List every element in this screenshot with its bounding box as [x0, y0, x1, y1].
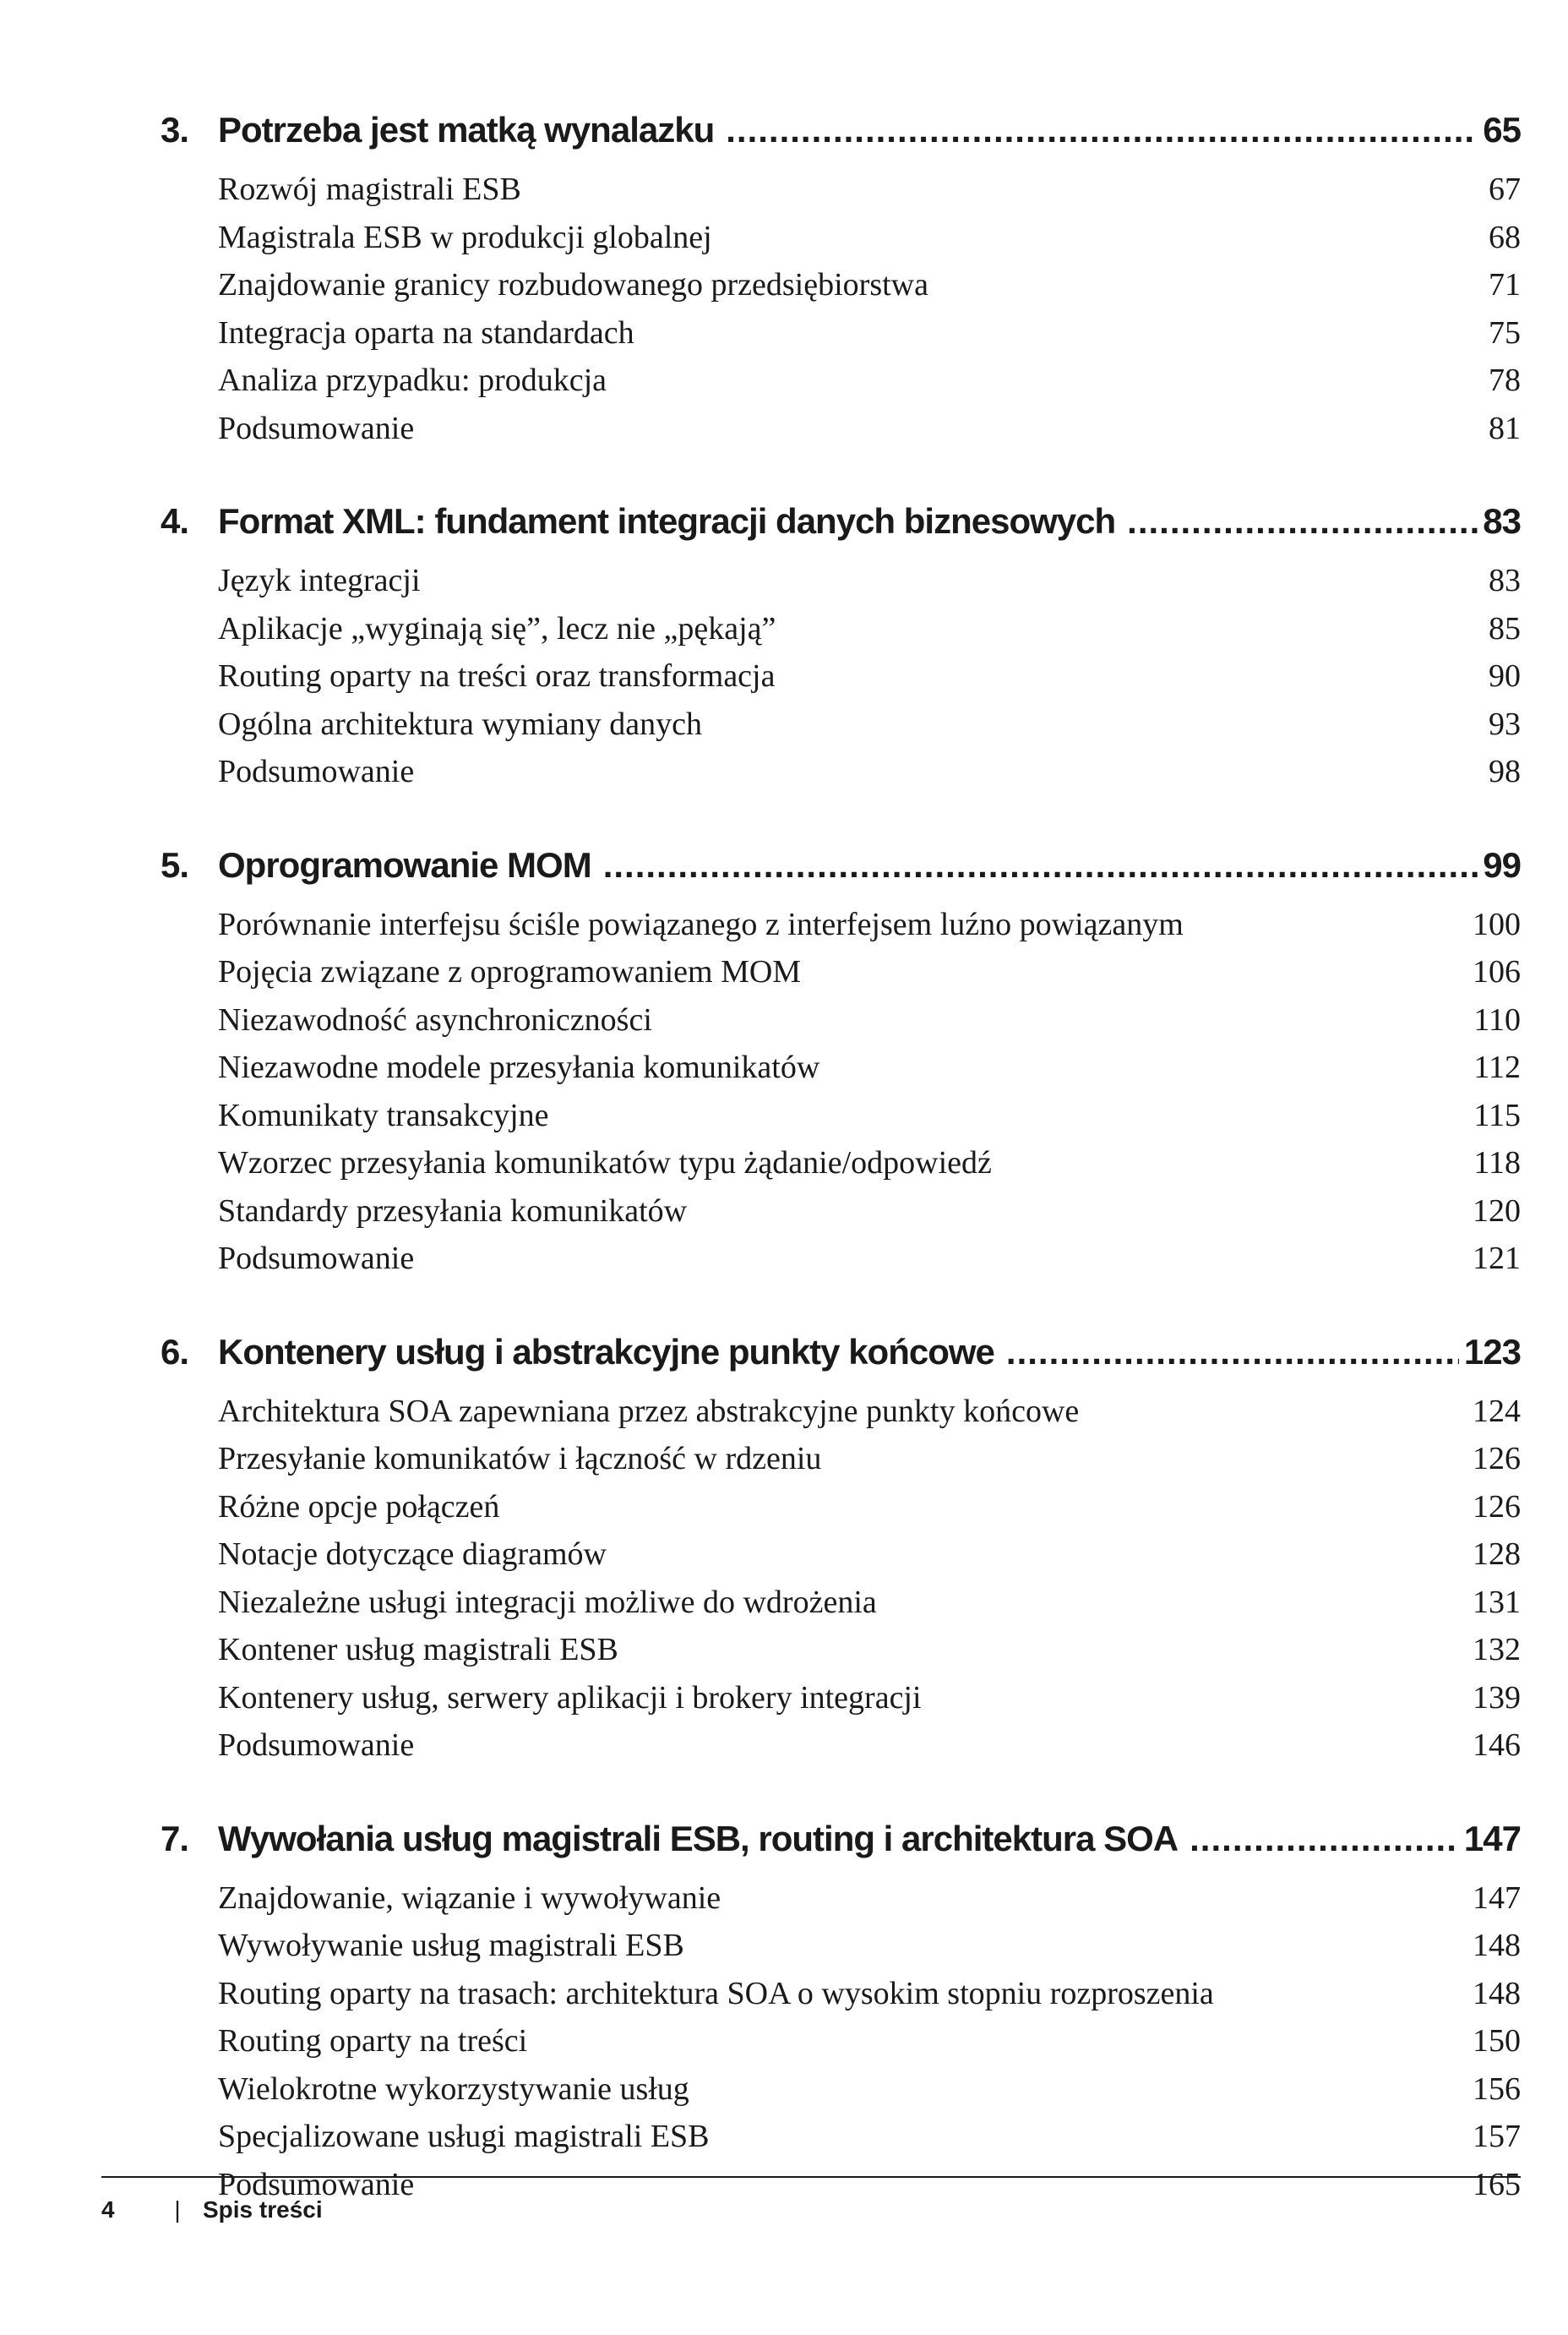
entry-title: Routing oparty na treści: [218, 2023, 528, 2059]
toc-entry: [161, 2022, 1521, 2070]
chapter-title: Potrzeba jest matką wynalazku: [218, 110, 715, 150]
entry-page-number: 126: [1473, 1441, 1521, 1476]
entry-title: Podsumowanie: [218, 2166, 415, 2202]
entry-page-number: 67: [1489, 172, 1521, 207]
entry-title: Aplikacje „wyginają się”, lecz nie „pękają”: [218, 610, 776, 646]
entry-title: Routing oparty na trasach: architektura SOA o wysokim stopniu rozproszenia: [218, 1975, 1214, 2011]
chapter-3: [161, 110, 1521, 457]
entry-page-number: 148: [1473, 1975, 1521, 2011]
entry-title: Integracja oparta na standardach: [218, 314, 634, 351]
toc-entry: [161, 1536, 1521, 1584]
entry-title: Analiza przypadku: produkcja: [218, 363, 607, 398]
entry-title: Podsumowanie: [218, 1727, 415, 1763]
dot-leader: [1127, 501, 1478, 542]
page-footer: [101, 2176, 1521, 2223]
entry-title: Architektura SOA zapewniana przez abstrakcyjne punkty końcowe: [218, 1393, 1080, 1429]
toc-entry: [161, 266, 1521, 314]
chapter-heading: [161, 110, 1521, 171]
entry-title: Wzorzec przesyłania komunikatów typu żądanie/odpowiedź: [218, 1145, 992, 1181]
chapter-5: [161, 845, 1521, 1288]
toc-entry: [161, 1049, 1521, 1097]
chapter-6: [161, 1332, 1521, 1775]
entry-title: Język integracji: [218, 563, 421, 598]
toc-entry: [161, 410, 1521, 458]
chapter-heading: [161, 1819, 1521, 1879]
entry-page-number: 81: [1489, 410, 1521, 446]
entry-page-number: 85: [1489, 610, 1521, 646]
entry-title: Standardy przesyłania komunikatów: [218, 1192, 688, 1229]
entry-page-number: 100: [1473, 906, 1521, 942]
entry-page-number: 157: [1473, 2119, 1521, 2154]
entry-title: Różne opcje połączeń: [218, 1488, 500, 1525]
entry-title: Niezawodność asynchroniczności: [218, 1001, 652, 1038]
footer-section-title: Spis treści: [203, 2196, 323, 2223]
toc-entry: [161, 1192, 1521, 1241]
toc-entry: [161, 753, 1521, 801]
entry-title: Komunikaty transakcyjne: [218, 1097, 549, 1133]
toc-entry: [161, 1097, 1521, 1145]
chapter-number: 4.: [161, 501, 189, 541]
toc-entry: [161, 1679, 1521, 1727]
chapter-title: Format XML: fundament integracji danych biznesowych: [218, 501, 1116, 541]
table-of-contents: [161, 110, 1521, 2257]
chapter-heading: [161, 1332, 1521, 1393]
toc-entry: [161, 1144, 1521, 1192]
entry-title: Kontenery usług, serwery aplikacji i brokery integracji: [218, 1679, 922, 1716]
chapter-title: Wywołania usług magistrali ESB, routing i architektura SOA: [218, 1818, 1179, 1858]
toc-entry: [161, 362, 1521, 410]
entry-page-number: 112: [1473, 1050, 1521, 1085]
entry-page-number: 147: [1473, 1879, 1521, 1916]
chapter-title: Oprogramowanie MOM: [218, 844, 591, 885]
entry-title: Wywoływanie usług magistrali ESB: [218, 1928, 684, 1963]
dot-leader: [726, 110, 1478, 150]
chapter-4: [161, 501, 1521, 801]
chapter-number: 6.: [161, 1331, 189, 1372]
chapter-number: 3.: [161, 110, 189, 150]
chapter-page-number: 83: [1483, 501, 1521, 541]
entry-page-number: 83: [1489, 563, 1521, 598]
chapter-number: 5.: [161, 844, 189, 885]
entry-page-number: 128: [1473, 1536, 1521, 1572]
entry-title: Wielokrotne wykorzystywanie usług: [218, 2070, 689, 2107]
entry-title: Znajdowanie, wiązanie i wywoływanie: [218, 1879, 721, 1916]
chapter-7: [161, 1819, 1521, 2214]
entry-title: Pojęcia związane z oprogramowaniem MOM: [218, 954, 802, 990]
toc-entry: [161, 1927, 1521, 1975]
chapter-page-number: 99: [1483, 844, 1521, 885]
toc-entry: [161, 1393, 1521, 1441]
toc-entry: [161, 953, 1521, 1001]
entry-page-number: 75: [1489, 314, 1521, 351]
entry-page-number: 124: [1473, 1393, 1521, 1429]
footer-text: [101, 2178, 1521, 2223]
entry-page-number: 148: [1473, 1928, 1521, 1963]
toc-entry: [161, 1440, 1521, 1488]
entry-page-number: 150: [1473, 2023, 1521, 2059]
chapter-page-number: 65: [1483, 110, 1521, 150]
entry-title: Routing oparty na treści oraz transformacja: [218, 658, 776, 694]
toc-entry: [161, 314, 1521, 363]
entry-title: Przesyłanie komunikatów i łączność w rdzeniu: [218, 1441, 822, 1476]
entry-page-number: 146: [1473, 1727, 1521, 1763]
chapter-heading: [161, 501, 1521, 562]
toc-entry: [161, 1001, 1521, 1050]
toc-entry: [161, 610, 1521, 658]
entry-title: Niezawodne modele przesyłania komunikatów: [218, 1050, 820, 1085]
entry-title: Notacje dotyczące diagramów: [218, 1536, 607, 1572]
footer-page-number: 4: [101, 2196, 115, 2223]
entry-page-number: 71: [1489, 267, 1521, 303]
entry-page-number: 139: [1473, 1679, 1521, 1716]
entry-page-number: 132: [1473, 1632, 1521, 1667]
entry-title: Porównanie interfejsu ściśle powiązanego z interfejsem luźno powiązanym: [218, 906, 1184, 942]
toc-entry: [161, 906, 1521, 954]
entry-page-number: 156: [1473, 2070, 1521, 2107]
entry-page-number: 98: [1489, 754, 1521, 789]
toc-entry: [161, 2118, 1521, 2166]
entry-page-number: 118: [1473, 1145, 1521, 1181]
entry-title: Rozwój magistrali ESB: [218, 172, 521, 207]
toc-entry: [161, 706, 1521, 754]
entry-title: Kontener usług magistrali ESB: [218, 1632, 618, 1667]
entry-page-number: 121: [1473, 1241, 1521, 1276]
entry-title: Podsumowanie: [218, 1241, 415, 1276]
entry-page-number: 165: [1473, 2166, 1521, 2202]
toc-entry: [161, 1975, 1521, 2023]
dot-leader: [603, 845, 1478, 886]
entry-page-number: 93: [1489, 706, 1521, 742]
entry-title: Znajdowanie granicy rozbudowanego przedsiębiorstwa: [218, 267, 928, 303]
entry-title: Podsumowanie: [218, 754, 415, 789]
toc-entry: [161, 171, 1521, 219]
toc-entry: [161, 562, 1521, 610]
entry-page-number: 131: [1473, 1584, 1521, 1620]
toc-entry: [161, 2070, 1521, 2119]
dot-leader: [1006, 1332, 1459, 1372]
entry-title: Podsumowanie: [218, 410, 415, 446]
toc-entry: [161, 1240, 1521, 1288]
chapter-page-number: 123: [1463, 1331, 1521, 1372]
entry-page-number: 115: [1473, 1097, 1521, 1133]
toc-entry: [161, 219, 1521, 267]
entry-page-number: 68: [1489, 219, 1521, 255]
entry-page-number: 106: [1473, 954, 1521, 990]
footer-separator: |: [174, 2196, 181, 2223]
entry-title: Magistrala ESB w produkcji globalnej: [218, 219, 712, 255]
chapter-page-number: 147: [1463, 1818, 1521, 1858]
entry-page-number: 90: [1489, 658, 1521, 694]
toc-entry: [161, 1727, 1521, 1775]
dot-leader: [1190, 1819, 1459, 1859]
toc-entry: [161, 657, 1521, 706]
toc-entry: [161, 1488, 1521, 1536]
entry-page-number: 126: [1473, 1488, 1521, 1525]
toc-entry: [161, 1584, 1521, 1632]
toc-entry: [161, 1631, 1521, 1679]
entry-title: Specjalizowane usługi magistrali ESB: [218, 2119, 710, 2154]
entry-page-number: 110: [1473, 1001, 1521, 1038]
chapter-number: 7.: [161, 1818, 189, 1858]
chapter-heading: [161, 845, 1521, 906]
chapter-title: Kontenery usług i abstrakcyjne punkty końcowe: [218, 1331, 994, 1372]
toc-entry: [161, 1879, 1521, 1928]
entry-page-number: 120: [1473, 1192, 1521, 1229]
entry-title: Niezależne usługi integracji możliwe do wdrożenia: [218, 1584, 877, 1620]
entry-title: Ogólna architektura wymiany danych: [218, 706, 702, 742]
entry-page-number: 78: [1489, 363, 1521, 398]
